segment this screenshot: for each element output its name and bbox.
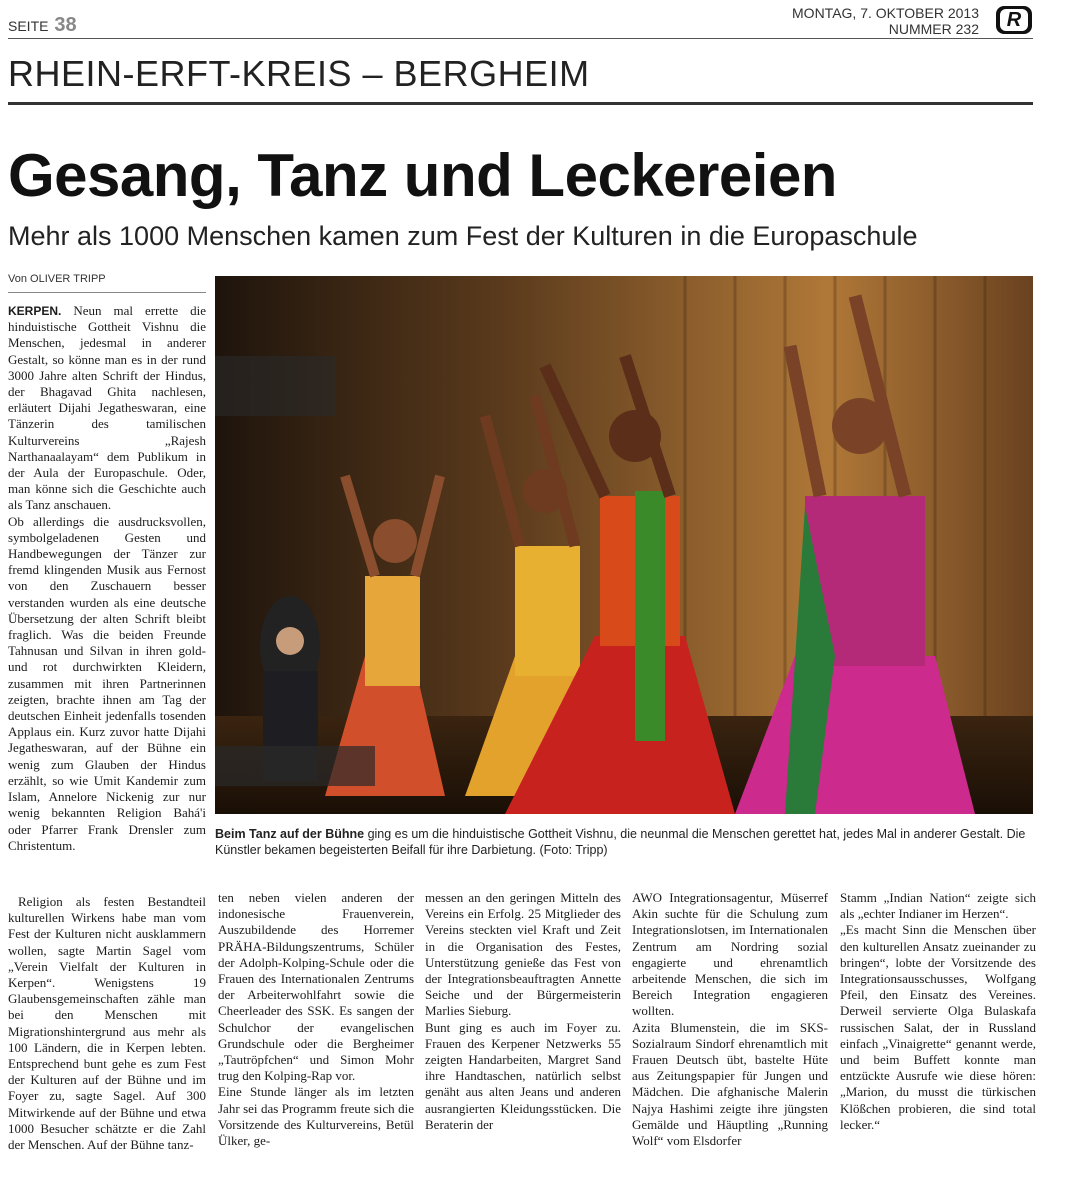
caption-lead: Beim Tanz auf der Bühne [215,827,365,841]
page-number-value: 38 [54,14,77,36]
paragraph-col2: ten neben vielen anderen der indonesische Frauenverein, Auszubildende des Horremer PRÄHA-Bildungszentrums, Schüler der Adolph-Kolping-Schule oder die Frauen des Internationalen Zentrums der Arbeiterwohlfahrt sowie die Cheerleader des SSK. Es sangen der Schulchor der evangelischen Grundschule oder die Bergheimer „Tautröpfchen“ und Simon Mohr trug den Kolping-Rap vor. [218,890,414,1084]
caption-text: ging es um die hinduistische Gottheit Vishnu, die neunmal die Menschen gerettet hat, jedes Mal in anderer Gestalt. Die Künstler bekamen begeisterten Beifall für ihre Darbietung. (Foto: Tripp) [215,827,1026,857]
article-column-3 [425,890,621,1133]
paragraph-col3b: Bunt ging es auch im Foyer zu. Frauen des Kerpener Netzwerks 55 zeigten Handarbeiten, Margret Sand ihre Handtaschen, natürlich selbst genäht aus alten Jeans und anderen ausrangierten Kleidungsstücken. Die Beraterin der [425,1019,621,1132]
header-rule [8,38,1033,39]
dance-photo-image [215,276,1033,814]
paragraph-1-text: Neun mal errette die hinduistische Gottheit Vishnu die Menschen, jedesmal in anderer Gestalt, so könne man es in der rund 3000 Jahre alten Schrift der Hindus, der Bhagavad Ghita nachlesen, erläutert Dijahi Jegatheswaran, eine Tänzerin des tamilischen Kulturvereins „Rajesh Narthanaalayam“ dem Publikum in der Aula der Europaschule. Oder, man könne sich die Geschichte auch als Tanz anschauen. [8,303,206,513]
article-column-1 [8,303,206,854]
logo-letter: R [1000,9,1028,31]
newspaper-logo [996,6,1032,34]
article-headline: Gesang, Tanz und Leckereien [8,142,837,209]
paragraph-col3: messen an den geringen Mitteln des Vereins ein Erfolg. 25 Mitglieder des Vereins steckten viel Kraft und Zeit in die Organisation des Festes, Unterstützung genieße das Fest von der Integrationsbeauftragten Annette Seiche und der Bürgermeisterin Marlies Sieburg. [425,890,621,1019]
paragraph-col5b: „Es macht Sinn die Menschen über den kulturellen Ansatz zueinander zu bringen“, lobte der Vorsitzende des Integrationsausschusses, Wolfgang Pfeil, den Einsatz des Vereines. Derweil servierte Olga Bulaskafa russischen Salat, der in Russland einfach „Vinaigrette“ genannt werde, und beim Buffett konnte man entzückte Ausrufe wie diese hören: „Marion, du musst die türkischen Klößchen probieren, die sind total lecker.“ [840,922,1036,1132]
section-rule [8,102,1033,105]
article-column-1-bottom [8,894,206,1153]
dance-photo [215,276,1033,814]
byline: Von OLIVER TRIPP [8,273,106,285]
paragraph-2: Ob allerdings die ausdrucksvollen, symbolgeladenen Gesten und Handbewegungen der Tänzer zur fremd klingenden Musik aus Fernost von den Zuschauern besser verstanden wurden als eine deutsche Übersetzung der alten Schrift bleibt fraglich. Was die beiden Freunde Tahnusan und Silvan in ihren gold- und rot durchwirkten Kleidern, zusammen mit ihren Partnerinnen zeigten, brachte ihnen am Tag der deutschen Einheit jedenfalls tosenden Applaus ein. Kurz zuvor hatte Dijahi Jegatheswaran, auf der Bühne ein wenig zum Glauben der Hindus erzählt, so wie Umit Kandemir zum Islam, Annelore Nickenig zur nur wenig bekannten Religion Bahá'i oder Pfarrer Frank Drensler zum Christentum. [8,513,206,853]
section-title: RHEIN-ERFT-KREIS – BERGHEIM [8,53,590,94]
paragraph-intro [8,303,206,514]
paragraph-3: Religion als festen Bestandteil kulturellen Wirkens habe man vom Fest der Kulturen nicht ausklammern wollen, sagte Martin Sagel vom „Verein Vielfalt der Kulturen in Kerpen“. Wenigstens 19 Glaubensgemeinschaften zähle man bei den Menschen mit Migrationshintergrund aus mehr als 100 Ländern, die in Kerpen lebten. Entsprechend bunt gehe es zum Fest der Kulturen auf der Bühne und im Foyer zu, sagte Sagel. Auf 300 Mitwirkende auf der Bühne und etwa 1000 Besucher schätzte er die Zahl der Menschen. Auf der Bühne tanz- [8,894,206,1153]
article-column-4 [632,890,828,1149]
article-subheadline: Mehr als 1000 Menschen kamen zum Fest der Kulturen in die Europaschule [8,221,918,251]
issue-number: NUMMER 232 [888,21,979,37]
byline-rule [8,292,206,293]
page-number [8,14,77,37]
issue-date: MONTAG, 7. OKTOBER 2013 [792,5,979,21]
article-column-2 [218,890,414,1149]
photo-caption [215,826,1033,858]
paragraph-col2b: Eine Stunde länger als im letzten Jahr sei das Programm freute sich die Vorsitzende des Kulturvereins, Betül Ülker, ge- [218,1084,414,1149]
paragraph-col4: AWO Integrationsagentur, Müserref Akin suchte für die Schulung zum Integrationslotsen, im Internationalen Zentrum am Nordring sozial engagierte und ehrenamtlich arbeitende Menschen, die sich im Bereich Integration engagieren wollten. [632,890,828,1019]
article-column-5 [840,890,1036,1133]
paragraph-col4b: Azita Blumenstein, die im SKS-Sozialraum Sindorf ehrenamtlich mit Frauen Deutsch übt, bastelte Hüte aus Zeitungspapier für Jungen und Mädchen. Die afghanische Malerin Najya Hashimi zeigte ihre jüngsten Gemälde und Häuptling „Running Wolf“ vom Elsdorfer [632,1019,828,1149]
paragraph-col5: Stamm „Indian Nation“ zeigte sich als „echter Indianer im Herzen“. [840,890,1036,922]
page-label: SEITE [8,18,49,34]
dateline: KERPEN. [8,304,62,318]
issue-info [792,5,979,37]
